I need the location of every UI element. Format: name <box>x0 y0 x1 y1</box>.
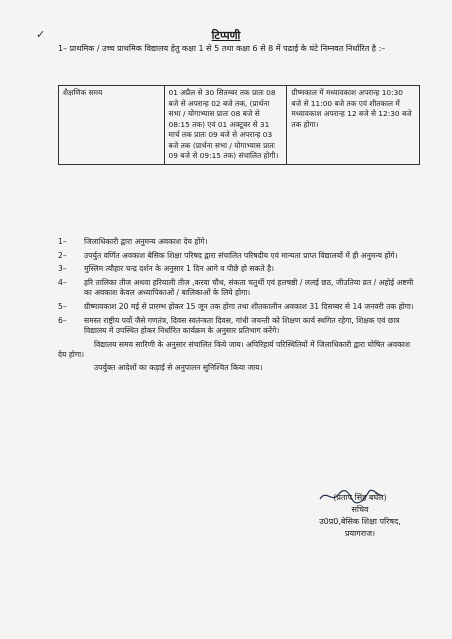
rules-section <box>58 237 420 374</box>
list-item <box>58 302 420 313</box>
list-item <box>58 237 420 248</box>
list-item <box>58 264 420 275</box>
signature-block <box>290 492 430 540</box>
list-item <box>58 316 420 337</box>
rule-number: 6– <box>58 315 67 325</box>
recess-hours-cell: ग्रीष्मकाल में मध्यावकाश अपरान्ह 10:30 बजे से 11:00 बजे तक एवं शीतकाल में मध्यावकाश अपरान्ह 12 बजे से 12:30 बजे तक होगा। <box>287 86 420 165</box>
rule-text: ग्रीष्मावकाश 20 मई से प्रारम्भ होकर 15 जून तक होगा तथा शीतकालीन अवकाश 31 दिसम्बर से 14 जनवरी तक होगा। <box>84 301 414 311</box>
row-label-cell: शैक्षणिक समय <box>59 86 165 165</box>
school-hours-cell: 01 अप्रैल से 30 सितम्बर तक प्रातः 08 बजे से अपरान्ह 02 बजे तक, (प्रार्थना सभा / योगाभ्यास प्रातः 08 बजे से 08:15 तक) एवं 01 अक्टूबर से 31 मार्च तक प्रातः 09 बजे से अपरान्ह 03 बजे तक (प्रार्थना सभा / योगाभ्यास प्रातः 09 बजे से 09:15 तक) संचालित होगी। <box>164 86 287 165</box>
rule-text: जिलाधिकारी द्वारा अनुमन्य अवकाश देय होंगे। <box>84 237 208 246</box>
timing-table <box>58 85 420 165</box>
signatory-office: उ0प्र0,बेसिक शिक्षा परिषद, <box>319 517 401 526</box>
page-title: टिप्पणी <box>211 29 241 42</box>
signatory-designation: सचिव <box>351 505 369 514</box>
list-item <box>58 251 420 262</box>
list-item <box>58 278 420 299</box>
rule-text: उपर्युत वर्णित अवकाश बेसिक शिक्षा परिषद द्वारा संचालित परिषदीय एवं मान्यता प्राप्त विद्यालयों में ही अनुमन्य होंगे। <box>84 250 398 260</box>
rule-text: समस्त राष्ट्रीय पर्वो जैसे गणतंत्र, दिवस स्वतंन्त्रता दिवस, गांधी जयन्ती को शिक्षण कार्य स्थगित रहेगा, शिक्षक एवं छात्र विद्यालय में उपस्थित होकर निर्धारित कार्यक्रम के अनुसार प्रतिभाग करेंगे। <box>84 315 400 336</box>
rule-number: 1– <box>58 237 67 246</box>
rule-text: हरि तालिका तीज अथवा हरियाली तीज ,करवा चौथ, संकता चतुर्थी एवं हलषष्ठी / ललई छठ, जीउतिया व्रत / अहोई अष्टमी का अवकाश केवल अध्यापिकाओं / बालिकाओं के लिये होगा। <box>84 277 414 298</box>
table-row <box>59 86 420 165</box>
rule-number: 3– <box>58 264 67 274</box>
closing-directive: उपर्युक्त आदेशों का कड़ाई से अनुपालन सुनिश्चित किया जाय। <box>94 362 263 372</box>
rule-number: 5– <box>58 301 67 311</box>
signatory-place: प्रयागराज। <box>344 529 376 538</box>
rule-number: 2– <box>58 250 67 260</box>
rule-number: 4– <box>58 277 67 287</box>
rule-text: मुस्लिम त्यौहार चन्द्र दर्शन के अनुसार 1 दिन आगे व पीछे हो सकते है। <box>84 264 274 274</box>
closing-paragraph: विद्यालय समय सारिणी के अनुसार संचालित किये जाय। अपिरिहार्य परिस्थितियों में जिलाधिकारी द्वारा घोषित अवकाश देय होगा। <box>58 339 411 360</box>
signatory-name: (प्रताप सिंह बघेल) <box>333 493 387 502</box>
corner-tick-mark: ✓ <box>36 28 46 41</box>
intro-paragraph: 1– प्राथमिक / उच्च प्राथमिक विद्यालय हेतु कक्षा 1 से 5 तथा कक्षा 6 से 8 में पढाई के घंटे निम्नवत निर्धारित है :– <box>58 44 386 53</box>
